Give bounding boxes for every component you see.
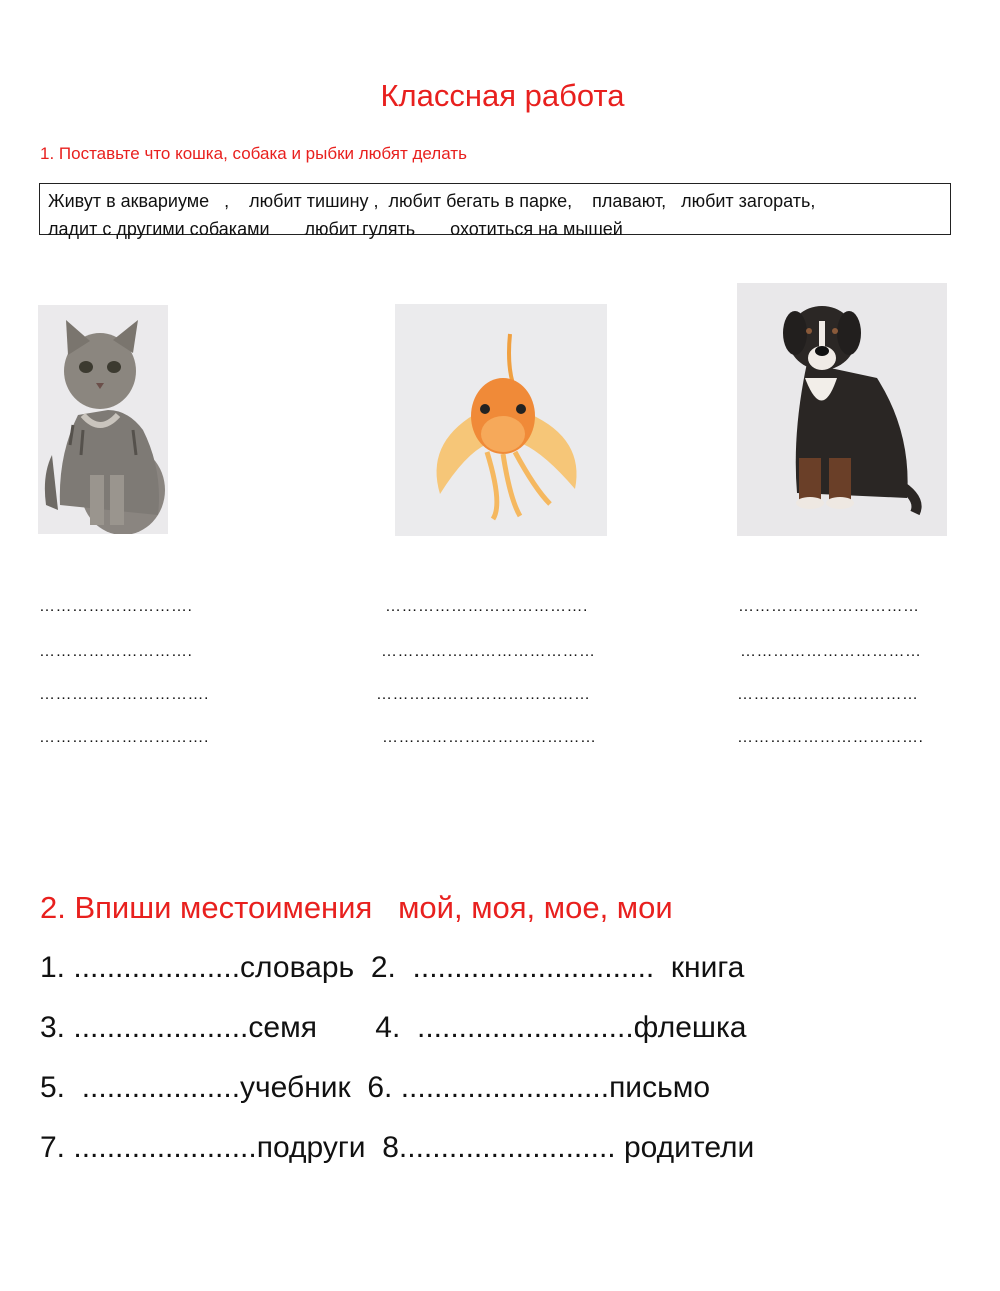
answer-line[interactable]: …………………………… (740, 643, 922, 660)
answer-line[interactable]: ………………………………… (381, 643, 596, 660)
answer-line[interactable]: …………………………… (738, 598, 920, 615)
page-title: Классная работа (380, 78, 625, 113)
cat-picture (38, 305, 168, 534)
exercise-line[interactable]: 5. ...................учебник 6. .........................письмо (40, 1071, 711, 1104)
task1-heading: 1. Поставьте что кошка, собака и рыбки любят делать (40, 144, 467, 163)
word-bank-line-2: ладит с другими собаками любит гулять охотиться на мышей (48, 219, 623, 239)
answer-line[interactable]: ………………………………… (382, 729, 597, 746)
word-bank-line-1: Живут в аквариуме , любит тишину , любит бегать в парке, плавают, любит загорать, (48, 191, 816, 211)
answer-line[interactable]: ………………………. (39, 643, 193, 660)
answer-line[interactable]: ……………………………. (737, 729, 924, 746)
exercise-line[interactable]: 1. ....................словарь 2. ............................. книга (40, 951, 745, 984)
answer-line[interactable]: ………………………………… (376, 686, 591, 703)
answer-line[interactable]: …………………………… (737, 686, 919, 703)
goldfish-picture (395, 304, 607, 536)
answer-line[interactable]: ………………………………. (385, 598, 588, 615)
answer-line[interactable]: …………………………. (39, 686, 209, 703)
answer-line[interactable]: …………………………. (39, 729, 209, 746)
task2-heading: 2. Впиши местоимения мой, моя, мое, мои (40, 890, 673, 925)
word-bank-box (39, 183, 951, 239)
exercise-line[interactable]: 7. ......................подруги 8.......................... родители (40, 1131, 755, 1164)
answer-line[interactable]: ………………………. (39, 598, 193, 615)
exercise-line[interactable]: 3. .....................семя 4. ..........................флешка (40, 1011, 747, 1044)
dog-picture (737, 283, 947, 536)
